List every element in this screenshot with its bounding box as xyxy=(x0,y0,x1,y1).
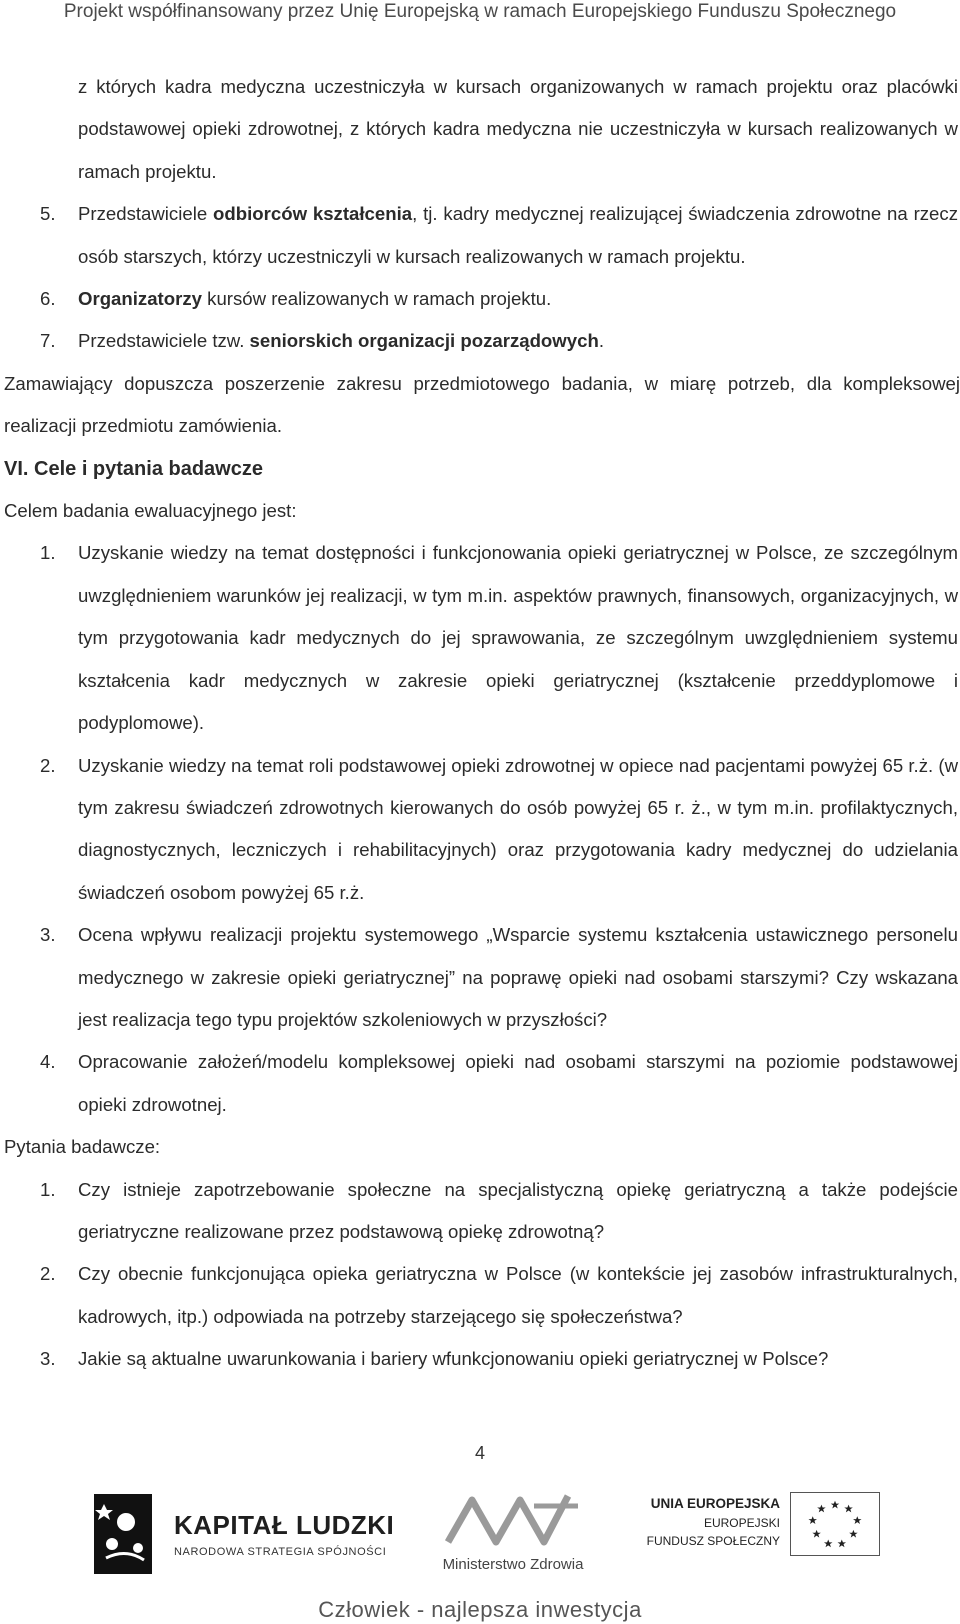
list-number: 5. xyxy=(40,203,56,225)
eu-title: UNIA EUROPEJSKA xyxy=(650,1496,780,1511)
list-item xyxy=(4,278,960,320)
section-heading: VI. Cele i pytania badawcze xyxy=(4,457,263,480)
list-item xyxy=(4,320,960,362)
footer-logos xyxy=(0,1478,960,1588)
list-number: 6. xyxy=(40,288,56,310)
question-item xyxy=(4,1169,960,1254)
goal-text: Opracowanie założeń/modelu kompleksowej opieki nad osobami starszymi na poziomie podstawowej opieki zdrowotnej. xyxy=(78,1051,958,1115)
question-item xyxy=(4,1253,960,1338)
goal-text: Uzyskanie wiedzy na temat dostępności i funkcjonowania opieki geriatrycznej w Polsce, ze szczególnym uwzględnieniem warunków jej realizacji, w tym m.in. aspektów prawnych, finansowych, organizacyjnych, w tym przygotowania kadr medycznych do jej sprawowania, ze szczególnym uwzględnieniem systemu kształcenia kadr medycznych w zakresie opieki geriatrycznej (kształcenie przeddyplomowe i podyplomowe). xyxy=(78,542,958,734)
list-text xyxy=(78,193,960,278)
list-text-part: , tj. kadry medycznej realizującej świadczenia zdrowotne na rzecz osób starszych, którzy uczestniczyli w kursach realizowanych w ramach projektu. xyxy=(78,203,958,267)
list-text-part: Przedstawiciele tzw. xyxy=(78,330,250,352)
list-text-bold: Organizatorzy xyxy=(78,288,202,310)
question-text: Jakie są aktualne uwarunkowania i bariery wfunkcjonowaniu opieki geriatrycznej w Polsce? xyxy=(78,1348,829,1370)
list-number: 1. xyxy=(40,542,56,564)
goal-item xyxy=(4,745,960,915)
list-number: 1. xyxy=(40,1178,56,1200)
list-text-part: Przedstawiciele xyxy=(78,203,214,225)
goals-label: Celem badania ewaluacyjnego jest: xyxy=(4,500,297,522)
ministerstwo-zdrowia-label: Ministerstwo Zdrowia xyxy=(442,1556,584,1573)
eu-subtitle-1: EUROPEJSKI xyxy=(703,1516,780,1530)
question-text: Czy obecnie funkcjonująca opieka geriatryczna w Polsce (w kontekście jej zasobów infrastrukturalnych, kadrowych, itp.) odpowiada na potrzeby starzejącego się społeczeństwa? xyxy=(78,1263,958,1327)
list-number: 3. xyxy=(40,924,56,946)
list-number: 3. xyxy=(40,1348,56,1370)
questions-label: Pytania badawcze: xyxy=(4,1136,161,1158)
question-text: Czy istnieje zapotrzebowanie społeczne na specjalistyczną opiekę geriatryczną a także podejście geriatryczne realizowane przez podstawową opiekę zdrowotną? xyxy=(78,1178,958,1242)
kapital-ludzki-title: KAPITAŁ LUDZKI xyxy=(174,1510,395,1540)
list-number: 4. xyxy=(40,1051,56,1073)
question-item xyxy=(4,1338,960,1380)
document-body xyxy=(4,66,960,1381)
list-number: 2. xyxy=(40,1263,56,1285)
list-number: 7. xyxy=(40,330,56,352)
list-text xyxy=(78,320,960,362)
list-text-bold: odbiorców kształcenia xyxy=(213,203,413,225)
goal-item xyxy=(4,914,960,1041)
list-text-bold: seniorskich organizacji pozarządowych xyxy=(249,330,599,352)
ministerstwo-zdrowia-emblem-icon xyxy=(438,1486,588,1548)
list-item-continuation: z których kadra medyczna uczestniczyła w kursach organizowanych w ramach projektu oraz placówki podstawowej opieki zdrowotnej, z których kadra medyczna nie uczestniczyła w kursach realizowanych w ramach projektu. xyxy=(78,76,958,182)
kapital-ludzki-emblem-icon xyxy=(86,1488,166,1578)
goal-text: Ocena wpływu realizacji projektu systemowego „Wsparcie systemu kształcenia ustawicznego personelu medycznego w zakresie opieki geriatrycznej” na poprawę opieki nad osobami starszymi? Czy wskazana jest realizacja tego typu projektów szkoleniowych w przyszłości? xyxy=(78,924,958,1030)
list-text xyxy=(78,278,960,320)
list-number: 2. xyxy=(40,754,56,776)
goal-item xyxy=(4,1041,960,1126)
footer-slogan: Człowiek - najlepsza inwestycja xyxy=(318,1597,642,1622)
eu-flag-icon xyxy=(790,1492,880,1556)
kapital-ludzki-logo xyxy=(86,1488,395,1578)
list-text-part: kursów realizowanych w ramach projektu. xyxy=(201,288,552,310)
goal-text: Uzyskanie wiedzy na temat roli podstawowej opieki zdrowotnej w opiece nad pacjentami powyżej 65 r.ż. (w tym zakresu świadczeń zdrowotnych kierowanych do osób powyżej 65 r. ż., w tym m.in. profilaktycznych, diagnostycznych, leczniczych i rehabilitacyjnych) oraz przygotowania kadry medycznej do udzielania świadczeń osobom powyżej 65 r.ż. xyxy=(78,754,958,903)
kapital-ludzki-subtitle: NARODOWA STRATEGIA SPÓJNOŚCI xyxy=(174,1546,387,1558)
ministerstwo-zdrowia-logo xyxy=(438,1486,588,1586)
page-number: 4 xyxy=(474,1443,485,1463)
goal-item xyxy=(4,532,960,744)
eu-logo xyxy=(646,1492,880,1582)
paragraph: Zamawiający dopuszcza poszerzenie zakresu przedmiotowego badania, w miarę potrzeb, dla kompleksowej realizacji przedmiotu zamówienia. xyxy=(4,372,960,437)
list-item xyxy=(4,193,960,278)
eu-subtitle-2: FUNDUSZ SPOŁECZNY xyxy=(646,1534,780,1548)
page-header: Projekt współfinansowany przez Unię Europejską w ramach Europejskiego Funduszu Społecznego xyxy=(63,1,897,22)
list-text-part: . xyxy=(598,330,604,352)
